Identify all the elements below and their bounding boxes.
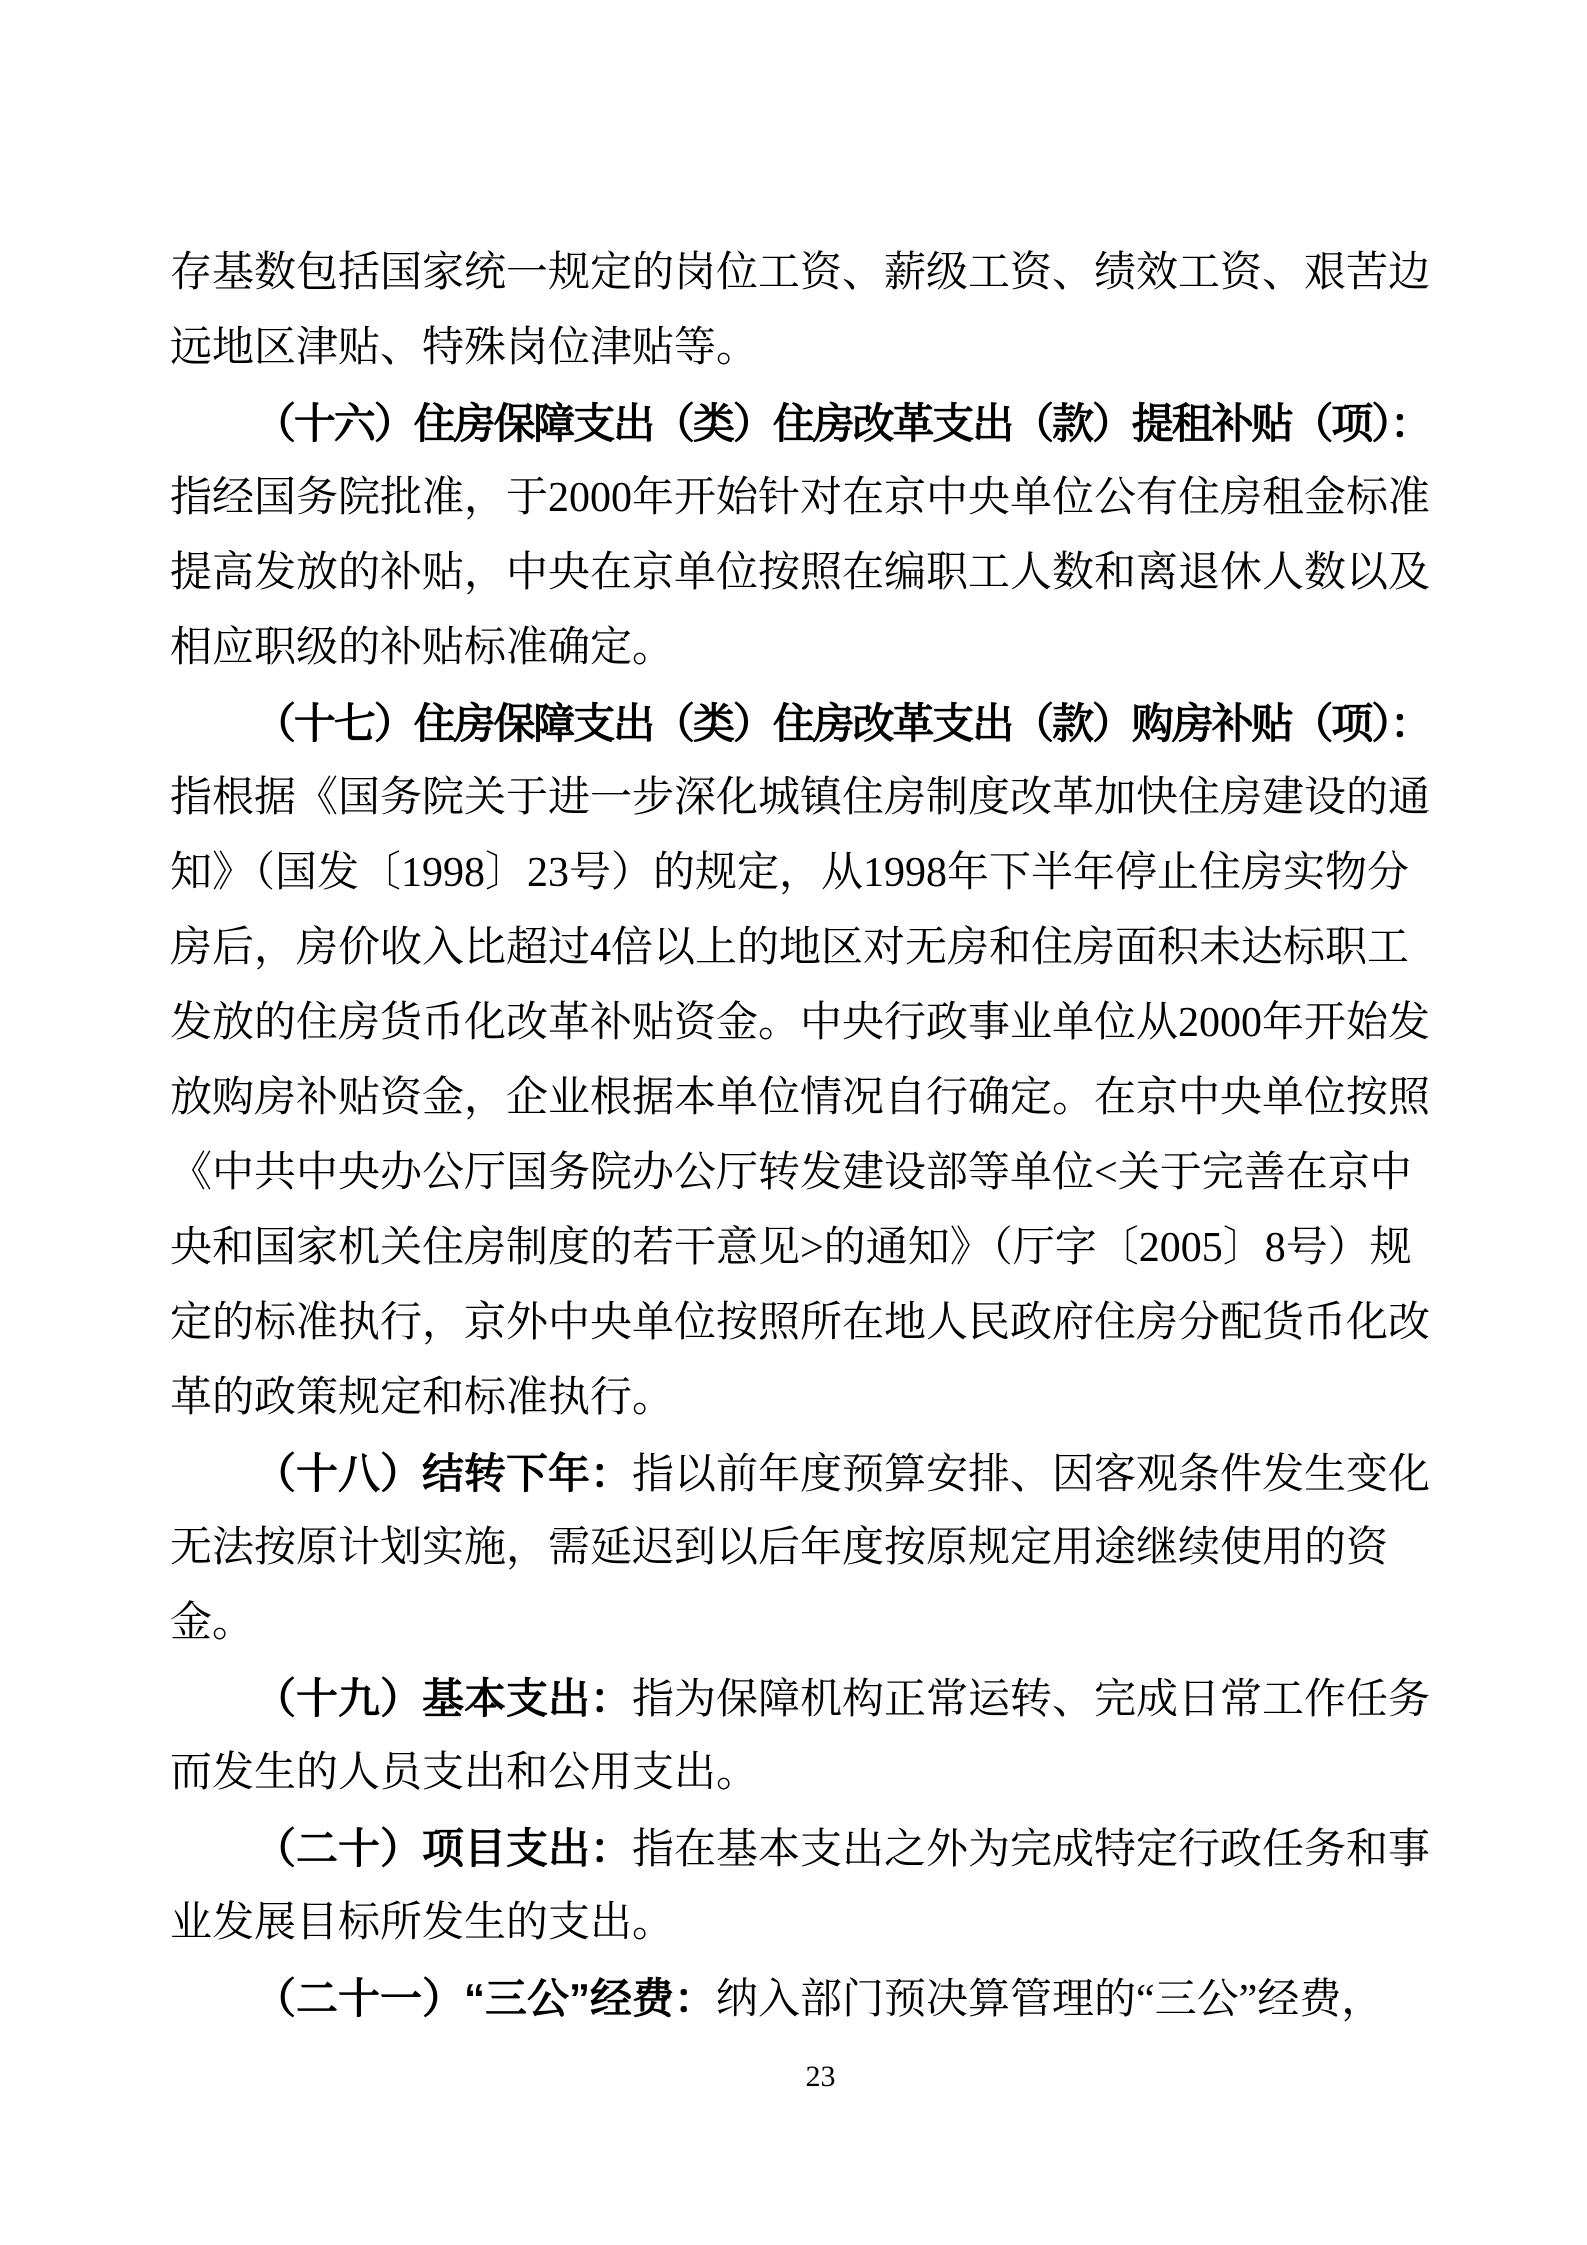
text-line: [170, 1286, 1430, 1361]
body-text-run: 指在基本支出之外为完成特定行政任务和事: [632, 1827, 1431, 1873]
body-text-run: 指为保障机构正常运转、完成日常工作任务: [632, 1677, 1431, 1723]
text-line: [170, 1586, 1430, 1661]
body-text-run: 金。: [170, 1600, 255, 1646]
text-line: [170, 1361, 1430, 1436]
text-line: [170, 1961, 1430, 2036]
text-line: [170, 1661, 1430, 1736]
text-line: [170, 1736, 1430, 1811]
text-line: [170, 761, 1430, 836]
text-line: [170, 611, 1430, 686]
heading-run: （二十一）“三公”经费：: [254, 1975, 717, 2022]
body-text-run: 而发生的人员支出和公用支出。: [170, 1750, 759, 1796]
text-line: [170, 1136, 1430, 1211]
text-line: [170, 461, 1430, 536]
body-text-run: 存基数包括国家统一规定的岗位工资、薪级工资、绩效工资、艰苦边: [170, 250, 1431, 296]
text-line: [170, 1436, 1430, 1511]
text-line: [170, 1511, 1430, 1586]
text-line: [170, 911, 1430, 986]
text-line: [170, 1811, 1430, 1886]
body-text-run: 相应职级的补贴标准确定。: [170, 625, 675, 671]
body-text-run: 指经国务院批准，于2000年开始针对在京中央单位公有住房租金标准: [170, 475, 1431, 521]
body-text-run: 知》（国发〔1998〕23号）的规定，从1998年下半年停止住房实物分: [170, 850, 1410, 896]
body-text-run: 《中共中央办公厅国务院办公厅转发建设部等单位<关于完善在京中: [170, 1150, 1412, 1196]
body-text-run: 央和国家机关住房制度的若干意见>的通知》（厅字〔2005〕8号）规: [170, 1225, 1412, 1271]
page-footer: [27, 2060, 1587, 2094]
body-text-run: 指根据《国务院关于进一步深化城镇住房制度改革加快住房建设的通: [170, 775, 1431, 821]
text-line: [170, 1061, 1430, 1136]
heading-run: （十七）住房保障支出（类）住房改革支出（款）购房补贴（项）：: [254, 700, 1431, 747]
text-line: [170, 1886, 1430, 1961]
body-text-run: 业发展目标所发生的支出。: [170, 1900, 675, 1946]
text-line: [170, 836, 1430, 911]
body-text-run: 远地区津贴、特殊岗位津贴等。: [170, 325, 759, 371]
text-line: [170, 386, 1430, 461]
body-text-run: 提高发放的补贴，中央在京单位按照在编职工人数和离退休人数以及: [170, 550, 1431, 596]
text-line: [170, 1211, 1430, 1286]
page-number: 23: [805, 2060, 836, 2093]
document-body: [170, 236, 1430, 2036]
text-line: [170, 686, 1430, 761]
heading-run: （十八）结转下年：: [254, 1450, 633, 1497]
heading-run: （十九）基本支出：: [254, 1675, 633, 1722]
body-text-run: 指以前年度预算安排、因客观条件发生变化: [632, 1452, 1431, 1498]
body-text-run: 无法按原计划实施，需延迟到以后年度按原规定用途继续使用的资: [170, 1525, 1389, 1571]
heading-run: （十六）住房保障支出（类）住房改革支出（款）提租补贴（项）：: [254, 400, 1431, 447]
body-text-run: 放购房补贴资金，企业根据本单位情况自行确定。在京中央单位按照: [170, 1075, 1431, 1121]
body-text-run: 定的标准执行，京外中央单位按照所在地人民政府住房分配货币化改: [170, 1300, 1431, 1346]
text-line: [170, 311, 1430, 386]
body-text-run: 发放的住房货币化改革补贴资金。中央行政事业单位从2000年开始发: [170, 1000, 1431, 1046]
body-text-run: 革的政策规定和标准执行。: [170, 1375, 675, 1421]
body-text-run: 纳入部门预决算管理的“三公”经费，: [716, 1977, 1384, 2023]
heading-run: （二十）项目支出：: [254, 1825, 633, 1872]
text-line: [170, 986, 1430, 1061]
text-line: [170, 236, 1430, 311]
text-line: [170, 536, 1430, 611]
body-text-run: 房后，房价收入比超过4倍以上的地区对无房和住房面积未达标职工: [170, 925, 1410, 971]
